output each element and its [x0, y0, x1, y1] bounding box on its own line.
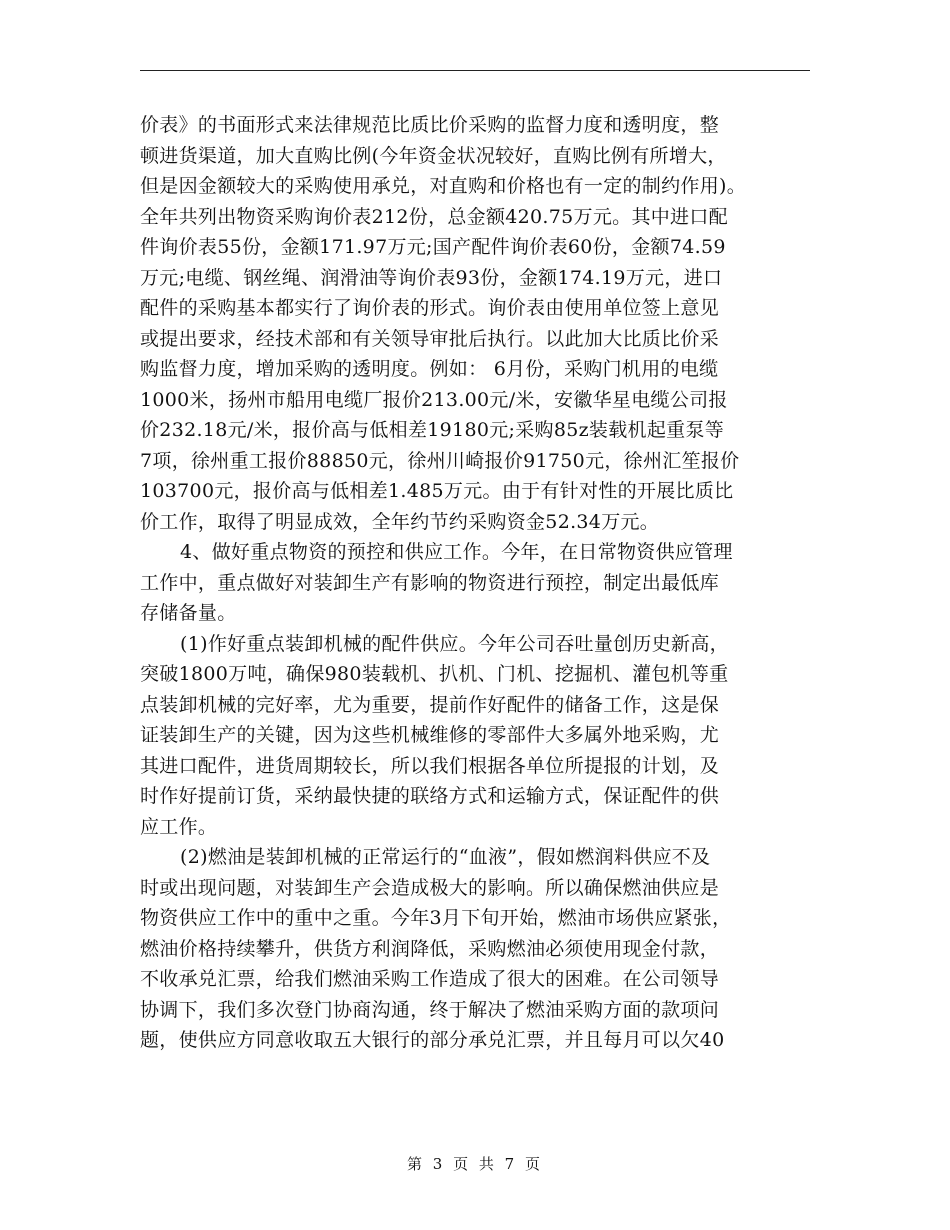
paragraph-start-line: 4、做好重点物资的预控和供应工作。今年，在日常物资供应管理: [180, 541, 733, 563]
text-line: 价表》的书面形式来法律规范比质比价采购的监督力度和透明度，整: [140, 114, 720, 136]
text-line: 物资供应工作中的重中之重。今年3月下旬开始，燃油市场供应紧张，: [140, 907, 732, 929]
text-line: 存储备量。: [140, 602, 237, 624]
text-line: 103700元，报价高与低相差1.485万元。由于有针对性的开展比质比: [140, 480, 734, 502]
text-line: 其进口配件，进货周期较长，所以我们根据各单位所提报的计划，及: [140, 754, 720, 777]
paragraph-start-line: (2)燃油是装卸机械的正常运行的“血液”，假如燃润料供应不及: [180, 846, 711, 868]
text-line: 突破1800万吨，确保980装载机、扒机、门机、挖掘机、灌包机等重: [140, 663, 729, 685]
text-line: 价工作，取得了明显成效，全年约节约采购资金52.34万元。: [140, 510, 660, 533]
text-line: 购监督力度，增加采购的透明度。例如： 6月份，采购门机用的电缆: [140, 358, 719, 380]
text-line: 不收承兑汇票，给我们燃油采购工作造成了很大的困难。在公司领导: [140, 968, 720, 990]
document-body: [140, 110, 820, 1056]
text-line: 配件的采购基本都实行了询价表的形式。询价表由使用单位签上意见: [140, 297, 720, 319]
text-line: 万元;电缆、钢丝绳、润滑油等询价表93份，金额174.19万元，进口: [140, 266, 723, 289]
paragraph-start-line: (1)作好重点装卸机械的配件供应。今年公司吞吐量创历史新高，: [180, 632, 729, 655]
text-line: 价232.18元/米，报价高与低相差19180元;采购85z装载机起重泵等: [140, 419, 725, 441]
text-line: 时或出现问题，对装卸生产会造成极大的影响。所以确保燃油供应是: [140, 876, 720, 899]
text-line: 但是因金额较大的采购使用承兑，对直购和价格也有一定的制约作用)。: [140, 175, 747, 197]
text-line: 时作好提前订货，采纳最快捷的联络方式和运输方式，保证配件的供: [140, 785, 720, 807]
header-rule: [140, 70, 810, 71]
text-line: 协调下，我们多次登门协商沟通，终于解决了燃油采购方面的款项问: [140, 998, 720, 1021]
text-line: 顿进货渠道，加大直购比例(今年资金状况较好，直购比例有所增大，: [140, 144, 727, 167]
page-number-footer: 第 3 页 共 7 页: [407, 1155, 543, 1173]
text-line: 题，使供应方同意收取五大银行的部分承兑汇票，并且每月可以欠40: [140, 1029, 725, 1051]
text-line: 应工作。: [140, 815, 218, 838]
text-line: 工作中，重点做好对装卸生产有影响的物资进行预控，制定出最低库: [140, 571, 720, 594]
text-line: 点装卸机械的完好率，尤为重要，提前作好配件的储备工作，这是保: [140, 693, 720, 716]
text-line: 7项，徐州重工报价88850元，徐州川崎报价91750元，徐州汇笙报价: [140, 449, 740, 472]
text-line: 燃油价格持续攀升，供货方利润降低，采购燃油必须使用现金付款，: [140, 937, 720, 960]
text-line: 件询价表55份，金额171.97万元;国产配件询价表60份，金额74.59: [140, 236, 726, 258]
text-line: 证装卸生产的关键，因为这些机械维修的零部件大多属外地采购，尤: [140, 724, 720, 746]
text-line: 1000米，扬州市船用电缆厂报价213.00元/米，安徽华星电缆公司报: [140, 388, 728, 411]
text-line: 全年共列出物资采购询价表212份，总金额420.75万元。其中进口配: [140, 205, 728, 228]
text-line: 或提出要求，经技术部和有关领导审批后执行。以此加大比质比价采: [140, 327, 720, 350]
